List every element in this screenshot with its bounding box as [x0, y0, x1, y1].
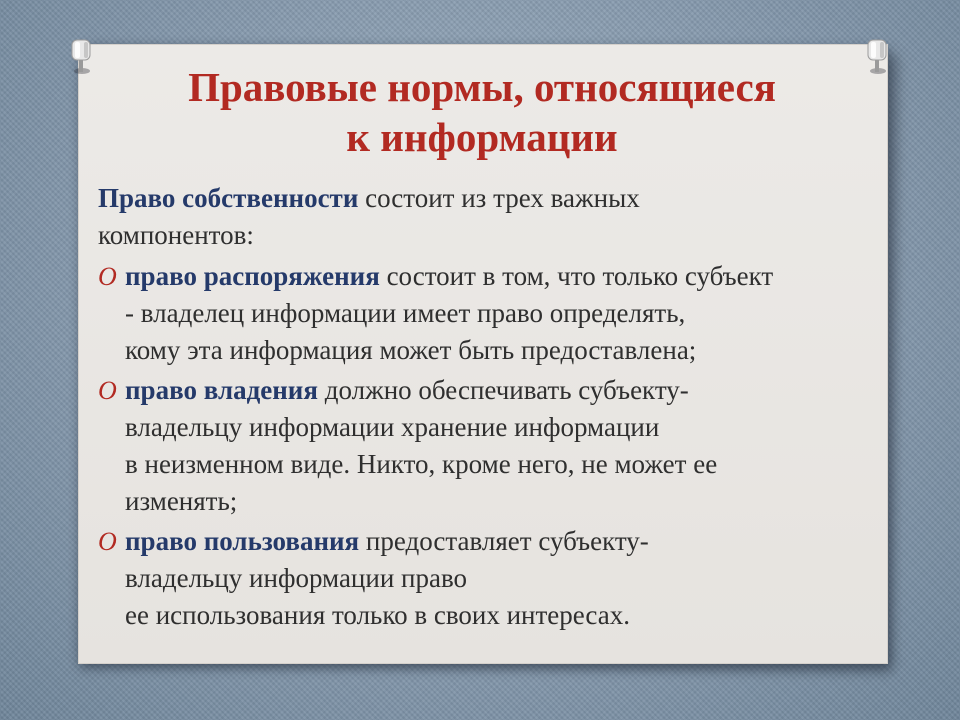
bullet-line: ее использования только в своих интересах. [125, 600, 630, 630]
bullet-text: предоставляет субъекту- [359, 526, 649, 556]
bullet-line: - владелец информации имеет право определять, [125, 298, 686, 328]
slide-title [78, 62, 886, 162]
intro-term: Право собственности [98, 183, 359, 213]
bullet-list [98, 258, 888, 634]
bullet-line [125, 258, 888, 295]
bullet-line [125, 523, 888, 560]
bullet-line: изменять; [125, 486, 238, 516]
intro-text-1: состоит из трех важных [358, 183, 640, 213]
bullet-marker-icon: O [98, 376, 117, 405]
intro-line-1 [98, 180, 888, 217]
list-item [98, 372, 888, 520]
intro-line-2: компонентов: [98, 220, 254, 250]
slide-body [98, 180, 888, 637]
bullet-line: владельцу информации право [125, 563, 468, 593]
list-item [98, 258, 888, 369]
bullet-line: в неизменном виде. Никто, кроме него, не может ее [125, 449, 718, 479]
bullet-text: состоит в том, что только субъект [379, 261, 774, 291]
bullet-line: владельцу информации хранение информации [125, 412, 660, 442]
bullet-term: право владения [125, 375, 318, 405]
bullet-term: право пользования [125, 526, 360, 556]
bullet-text: должно обеспечивать субъекту- [317, 375, 689, 405]
bullet-line [125, 372, 888, 409]
list-item [98, 523, 888, 634]
bullet-marker-icon: O [98, 262, 117, 291]
title-line-2: к информации [346, 114, 618, 160]
intro-paragraph [98, 180, 888, 254]
bullet-term: право распоряжения [125, 261, 380, 291]
title-line-1: Правовые нормы, относящиеся [188, 64, 776, 110]
bullet-marker-icon: O [98, 527, 117, 556]
bullet-line: кому эта информация может быть предоставлена; [125, 335, 697, 365]
